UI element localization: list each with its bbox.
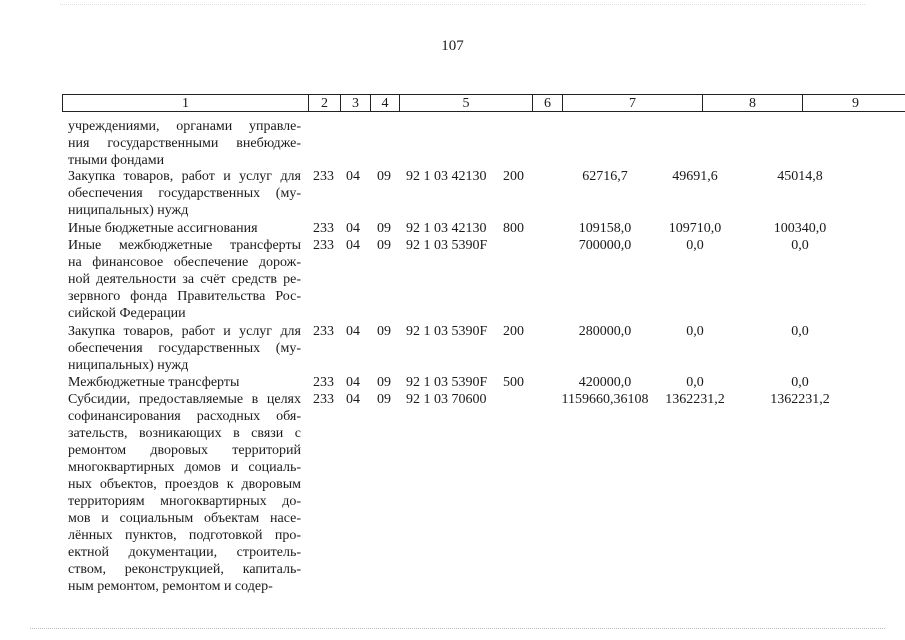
row-c8-value: 0,0 (686, 238, 704, 253)
table-header (62, 94, 905, 112)
row-c4-value: 09 (377, 392, 391, 407)
row-c6-value: 200 (503, 169, 524, 184)
row-c7-value: 700000,0 (578, 238, 632, 253)
description-line: ектной документации, строитель- (68, 545, 301, 560)
header-col-1: 1 (63, 95, 309, 111)
row-c5-value: 92 1 03 42130 (406, 221, 487, 236)
description-line: ниципальных) нужд (68, 203, 189, 218)
row-c3-value: 04 (346, 221, 360, 236)
description-line: ных объектов, проездов к дворовым (68, 477, 301, 492)
row-c9-value: 100340,0 (773, 221, 827, 236)
row-c2-value: 233 (313, 221, 334, 236)
row-c5-value: 92 1 03 5390F (406, 375, 488, 390)
description-line: ния государственными внебюдже- (68, 136, 301, 151)
row-c9-value: 1362231,2 (770, 392, 830, 407)
row-c9-value: 45014,8 (777, 169, 823, 184)
row-c2-value: 233 (313, 238, 334, 253)
description-line: обеспечения государственных (му- (68, 341, 301, 356)
description-line: ной деятельности за счёт средств ре- (68, 272, 301, 287)
description-line: учреждениями, органами управле- (68, 119, 301, 134)
row-c8-value: 0,0 (686, 324, 704, 339)
row-c7-value: 420000,0 (578, 375, 632, 390)
description-line: Иные бюджетные ассигнования (68, 221, 258, 236)
header-col-3: 3 (341, 95, 371, 111)
row-c7-value: 1159660,36108 (561, 392, 649, 407)
description-line: Субсидии, предоставляемые в целях (68, 392, 301, 407)
header-col-4: 4 (371, 95, 400, 111)
row-c5-value: 92 1 03 5390F (406, 238, 488, 253)
row-c8-value: 49691,6 (672, 169, 718, 184)
row-c2-value: 233 (313, 392, 334, 407)
row-c3-value: 04 (346, 169, 360, 184)
row-c9-value: 0,0 (791, 238, 809, 253)
row-c4-value: 09 (377, 324, 391, 339)
row-description (68, 220, 301, 237)
description-line: зательств, возникающих в связи с (68, 426, 301, 441)
header-col-6: 6 (533, 95, 563, 111)
description-line: лённых пунктов, подготовкой про- (68, 528, 301, 543)
row-description (68, 374, 301, 391)
row-c3-value: 04 (346, 375, 360, 390)
description-line: ным ремонтом, ремонтом и содер- (68, 579, 273, 594)
description-line: Иные межбюджетные трансферты (68, 238, 301, 253)
row-description (68, 118, 301, 169)
scan-artifact-top (60, 4, 865, 6)
row-description (68, 391, 301, 595)
row-c8-value: 0,0 (686, 375, 704, 390)
row-c3-value: 04 (346, 392, 360, 407)
row-c6-value: 800 (503, 221, 524, 236)
header-col-5: 5 (400, 95, 533, 111)
scan-artifact-bottom (30, 628, 885, 630)
row-c4-value: 09 (377, 169, 391, 184)
header-col-7: 7 (563, 95, 703, 111)
row-c9-value: 0,0 (791, 375, 809, 390)
description-line: на финансовое обеспечение дорож- (68, 255, 301, 270)
row-c7-value: 280000,0 (578, 324, 632, 339)
description-line: софинансирования расходных обя- (68, 409, 301, 424)
row-c5-value: 92 1 03 5390F (406, 324, 488, 339)
description-line: Межбюджетные трансферты (68, 375, 240, 390)
row-description (68, 168, 301, 219)
row-c6-value: 200 (503, 324, 524, 339)
description-line: территориям многоквартирных до- (68, 494, 301, 509)
header-col-2: 2 (309, 95, 341, 111)
row-c4-value: 09 (377, 238, 391, 253)
description-line: зервного фонда Правительства Рос- (68, 289, 301, 304)
row-c9-value: 0,0 (791, 324, 809, 339)
row-description (68, 323, 301, 374)
description-line: Закупка товаров, работ и услуг для (68, 169, 301, 184)
row-c2-value: 233 (313, 324, 334, 339)
description-line: тными фондами (68, 153, 165, 168)
row-c5-value: 92 1 03 42130 (406, 169, 487, 184)
page-number: 107 (441, 38, 464, 54)
row-c8-value: 1362231,2 (665, 392, 725, 407)
description-line: Закупка товаров, работ и услуг для (68, 324, 301, 339)
row-c7-value: 62716,7 (582, 169, 628, 184)
row-c3-value: 04 (346, 238, 360, 253)
description-line: сийской Федерации (68, 306, 186, 321)
description-line: ремонтом дворовых территорий (68, 443, 301, 458)
description-line: многоквартирных домов и социаль- (68, 460, 301, 475)
description-line: ниципальных) нужд (68, 358, 189, 373)
row-c2-value: 233 (313, 375, 334, 390)
description-line: мов и социальным объектам насе- (68, 511, 301, 526)
description-line: обеспечения государственных (му- (68, 186, 301, 201)
row-c6-value: 500 (503, 375, 524, 390)
row-c5-value: 92 1 03 70600 (406, 392, 487, 407)
header-col-9: 9 (852, 96, 859, 111)
row-description (68, 237, 301, 322)
row-c4-value: 09 (377, 375, 391, 390)
row-c8-value: 109710,0 (668, 221, 722, 236)
row-c3-value: 04 (346, 324, 360, 339)
description-line: ством, реконструкцией, капиталь- (68, 562, 301, 577)
header-col-8: 8 (703, 95, 803, 111)
row-c2-value: 233 (313, 169, 334, 184)
row-c4-value: 09 (377, 221, 391, 236)
row-c7-value: 109158,0 (578, 221, 632, 236)
